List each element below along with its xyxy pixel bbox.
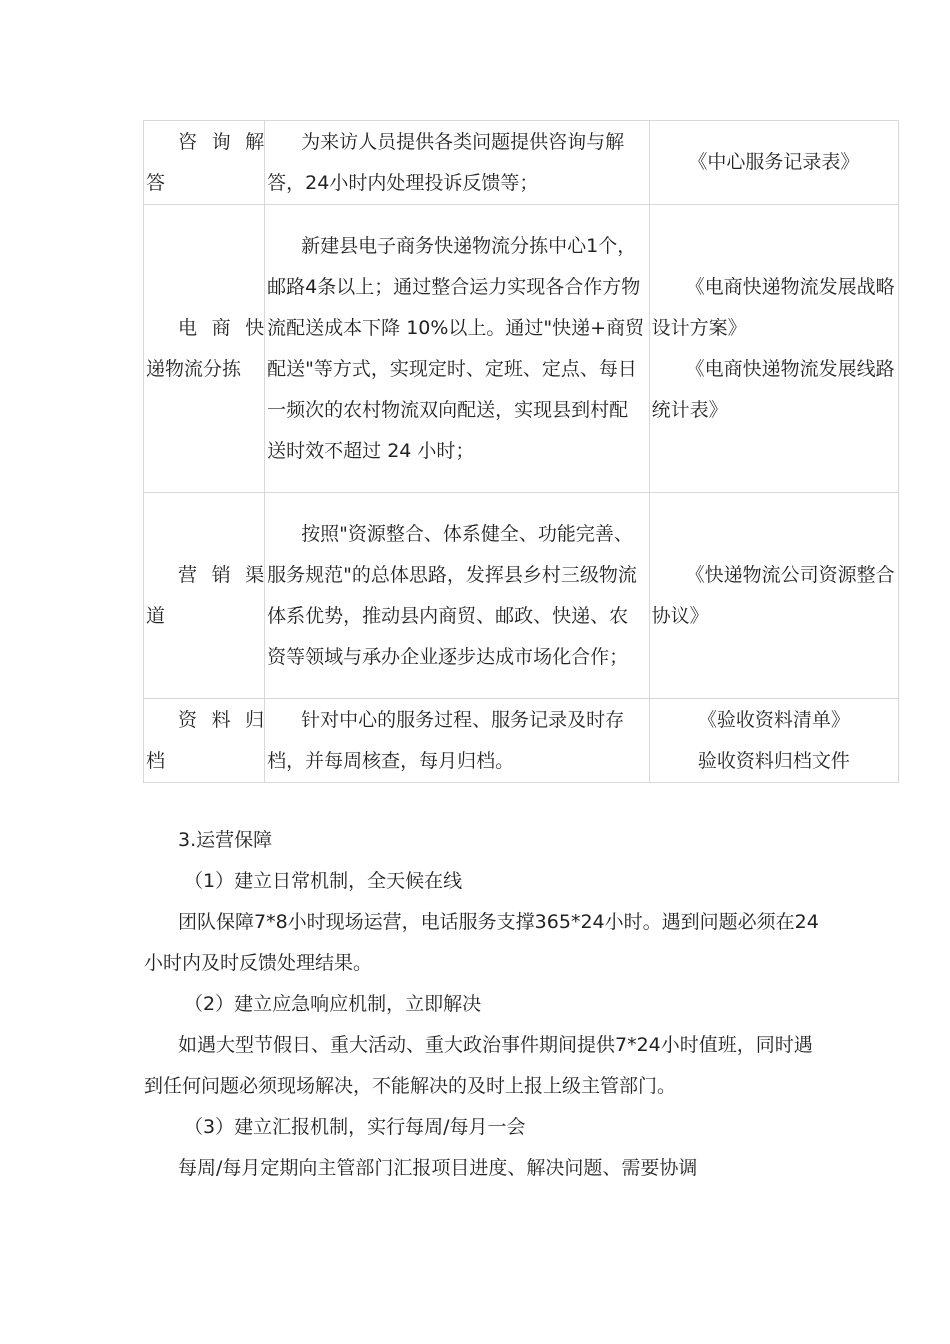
content-text: 按照"资源整合、体系健全、功能完善、服务规范"的总体思路，发挥县乡村三级物流体系优势，推动县内商贸、邮政、快递、农资等领域与承办企业逐步达成市场化合作；	[267, 522, 637, 668]
item-label-line1: 营 销 渠	[178, 563, 265, 586]
docs-cell	[649, 121, 898, 205]
content-text: 针对中心的服务过程、服务记录及时存档，并每周核查，每月归档。	[267, 708, 625, 772]
doc-name: 《验收资料清单》	[697, 708, 850, 731]
item-label-line1: 资 料 归	[178, 708, 265, 731]
item-cell	[144, 121, 265, 205]
paragraph: 团队保障7*8小时现场运营，电话服务支撑365*24小时。遇到问题必须在24小时内及时反馈处理结果。	[144, 911, 819, 974]
content-text: 新建县电子商务快递物流分拣中心1个，邮路4条以上；通过整合运力实现各合作方物流配送成本下降 10%以上。通过"快递+商贸配送"等方式，实现定时、定班、定点、每日一频次的农村物流双向配送，实现县到村配送时效不超过 24 小时；	[267, 234, 645, 462]
content-cell	[265, 205, 650, 493]
doc-name: 《电商快递物流发展线路统计表》	[651, 357, 895, 421]
content-cell	[265, 493, 650, 699]
subsection-title: （2）建立应急响应机制，立即解决	[184, 993, 482, 1015]
table-row	[144, 121, 899, 205]
content-cell	[265, 699, 650, 783]
docs-cell	[649, 699, 898, 783]
doc-name: 《电商快递物流发展战略设计方案》	[651, 275, 895, 339]
item-label-line2: 递物流分拣	[146, 357, 242, 380]
docs-cell	[649, 493, 898, 699]
docs-cell	[649, 205, 898, 493]
item-label-line1: 咨 询 解	[178, 130, 265, 153]
content-text: 为来访人员提供各类问题提供咨询与解答，24小时内处理投诉反馈等；	[267, 130, 625, 194]
doc-name: 《中心服务记录表》	[688, 151, 860, 173]
item-cell	[144, 493, 265, 699]
doc-name: 验收资料归档文件	[697, 749, 850, 772]
subsection-title: （1）建立日常机制，全天候在线	[184, 870, 463, 892]
item-cell	[144, 205, 265, 493]
item-cell	[144, 699, 265, 783]
table-row	[144, 205, 899, 493]
table-row	[144, 493, 899, 699]
doc-name: 《快递物流公司资源整合协议》	[651, 563, 895, 627]
subsection-title: （3）建立汇报机制，实行每周/每月一会	[184, 1116, 526, 1138]
item-label-line2: 档	[146, 749, 166, 772]
operations-section	[144, 820, 824, 1189]
paragraph: 每周/每月定期向主管部门汇报项目进度、解决问题、需要协调	[178, 1157, 698, 1179]
item-label-line1: 电 商 快	[178, 316, 265, 339]
item-label-line2: 道	[146, 604, 166, 627]
paragraph: 如遇大型节假日、重大活动、重大政治事件期间提供7*24小时值班，同时遇到任何问题必须现场解决，不能解决的及时上报上级主管部门。	[144, 1034, 813, 1097]
item-label-line2: 答	[146, 171, 166, 194]
section-heading: 3.运营保障	[178, 829, 273, 851]
service-table	[143, 120, 899, 783]
table-row	[144, 699, 899, 783]
content-cell	[265, 121, 650, 205]
